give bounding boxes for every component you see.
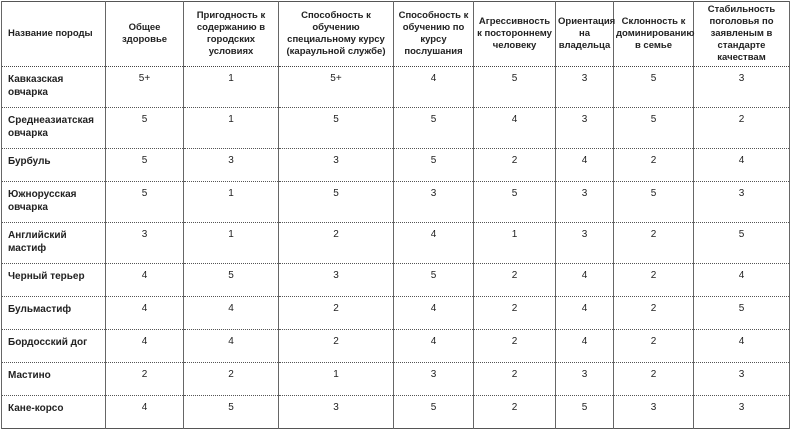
rating-cell: 5 (184, 396, 279, 429)
table-row (2, 108, 790, 149)
rating-cell: 4 (394, 297, 474, 330)
table-row (2, 330, 790, 363)
table-row (2, 67, 790, 108)
rating-cell: 3 (694, 363, 790, 396)
column-header: Агрессивность к постороннему человеку (474, 2, 556, 67)
column-header: Пригодность к содержанию в городских условиях (184, 2, 279, 67)
rating-cell: 2 (474, 330, 556, 363)
column-header: Стабильность поголовья по заявленым в стандарте качествам (694, 2, 790, 67)
breed-comparison-table (1, 1, 790, 429)
rating-cell: 3 (556, 223, 614, 264)
table-row (2, 223, 790, 264)
rating-cell: 2 (279, 330, 394, 363)
rating-cell: 4 (556, 297, 614, 330)
rating-cell: 1 (184, 67, 279, 108)
breed-name: Бордосский дог (2, 330, 106, 363)
breed-name: Южнорусская овчарка (2, 182, 106, 223)
rating-cell: 5 (106, 149, 184, 182)
rating-cell: 4 (474, 108, 556, 149)
rating-cell: 4 (694, 330, 790, 363)
rating-cell: 3 (279, 149, 394, 182)
rating-cell: 2 (184, 363, 279, 396)
rating-cell: 2 (614, 363, 694, 396)
rating-cell: 5 (694, 223, 790, 264)
rating-cell: 2 (474, 264, 556, 297)
rating-cell: 3 (556, 67, 614, 108)
rating-cell: 3 (694, 67, 790, 108)
column-header: Название породы (2, 2, 106, 67)
column-header: Ориентация на владельца (556, 2, 614, 67)
rating-cell: 5 (614, 67, 694, 108)
table-row (2, 182, 790, 223)
rating-cell: 4 (394, 67, 474, 108)
rating-cell: 2 (279, 297, 394, 330)
rating-cell: 3 (556, 182, 614, 223)
breed-name: Черный терьер (2, 264, 106, 297)
rating-cell: 3 (184, 149, 279, 182)
rating-cell: 2 (614, 297, 694, 330)
rating-cell: 5 (694, 297, 790, 330)
rating-cell: 4 (106, 264, 184, 297)
rating-cell: 4 (694, 264, 790, 297)
rating-cell: 2 (279, 223, 394, 264)
rating-cell: 2 (106, 363, 184, 396)
rating-cell: 4 (394, 223, 474, 264)
rating-cell: 5 (279, 108, 394, 149)
table-row (2, 396, 790, 429)
column-header: Способность к обучению по курсу послушания (394, 2, 474, 67)
rating-cell: 4 (106, 330, 184, 363)
rating-cell: 5 (394, 149, 474, 182)
rating-cell: 2 (614, 149, 694, 182)
rating-cell: 4 (394, 330, 474, 363)
breed-name: Кане-корсо (2, 396, 106, 429)
rating-cell: 3 (694, 182, 790, 223)
rating-cell: 4 (556, 330, 614, 363)
breed-name: Мастино (2, 363, 106, 396)
rating-cell: 2 (614, 223, 694, 264)
rating-cell: 3 (106, 223, 184, 264)
rating-cell: 5 (106, 108, 184, 149)
rating-cell: 2 (614, 264, 694, 297)
rating-cell: 2 (694, 108, 790, 149)
rating-cell: 5 (279, 182, 394, 223)
rating-cell: 1 (184, 182, 279, 223)
rating-cell: 2 (474, 363, 556, 396)
rating-cell: 3 (279, 396, 394, 429)
table-row (2, 149, 790, 182)
rating-cell: 2 (474, 149, 556, 182)
rating-cell: 1 (184, 108, 279, 149)
breed-name: Английский мастиф (2, 223, 106, 264)
rating-cell: 5 (184, 264, 279, 297)
rating-cell: 1 (184, 223, 279, 264)
rating-cell: 4 (556, 149, 614, 182)
rating-cell: 3 (394, 363, 474, 396)
column-header: Склонность к доминированию в семье (614, 2, 694, 67)
rating-cell: 3 (614, 396, 694, 429)
rating-cell: 1 (279, 363, 394, 396)
breed-name: Бульмастиф (2, 297, 106, 330)
rating-cell: 5 (614, 182, 694, 223)
column-header: Способность к обучению специальному курсу (караульной службе) (279, 2, 394, 67)
rating-cell: 5 (556, 396, 614, 429)
rating-cell: 2 (474, 297, 556, 330)
rating-cell: 5+ (279, 67, 394, 108)
rating-cell: 3 (394, 182, 474, 223)
rating-cell: 4 (556, 264, 614, 297)
rating-cell: 5 (394, 396, 474, 429)
table-row (2, 264, 790, 297)
rating-cell: 2 (614, 330, 694, 363)
rating-cell: 4 (184, 297, 279, 330)
rating-cell: 4 (106, 396, 184, 429)
rating-cell: 4 (106, 297, 184, 330)
rating-cell: 4 (694, 149, 790, 182)
breed-name: Кавказская овчарка (2, 67, 106, 108)
rating-cell: 3 (694, 396, 790, 429)
rating-cell: 3 (556, 363, 614, 396)
rating-cell: 5+ (106, 67, 184, 108)
rating-cell: 5 (474, 67, 556, 108)
rating-cell: 5 (614, 108, 694, 149)
table-row (2, 363, 790, 396)
rating-cell: 1 (474, 223, 556, 264)
rating-cell: 5 (106, 182, 184, 223)
rating-cell: 3 (556, 108, 614, 149)
breed-name: Бурбуль (2, 149, 106, 182)
rating-cell: 3 (279, 264, 394, 297)
rating-cell: 2 (474, 396, 556, 429)
column-header: Общее здоровье (106, 2, 184, 67)
breed-name: Среднеазиатская овчарка (2, 108, 106, 149)
rating-cell: 4 (184, 330, 279, 363)
table-body (2, 67, 790, 429)
rating-cell: 5 (394, 264, 474, 297)
header-row (2, 2, 790, 67)
rating-cell: 5 (474, 182, 556, 223)
rating-cell: 5 (394, 108, 474, 149)
table-row (2, 297, 790, 330)
